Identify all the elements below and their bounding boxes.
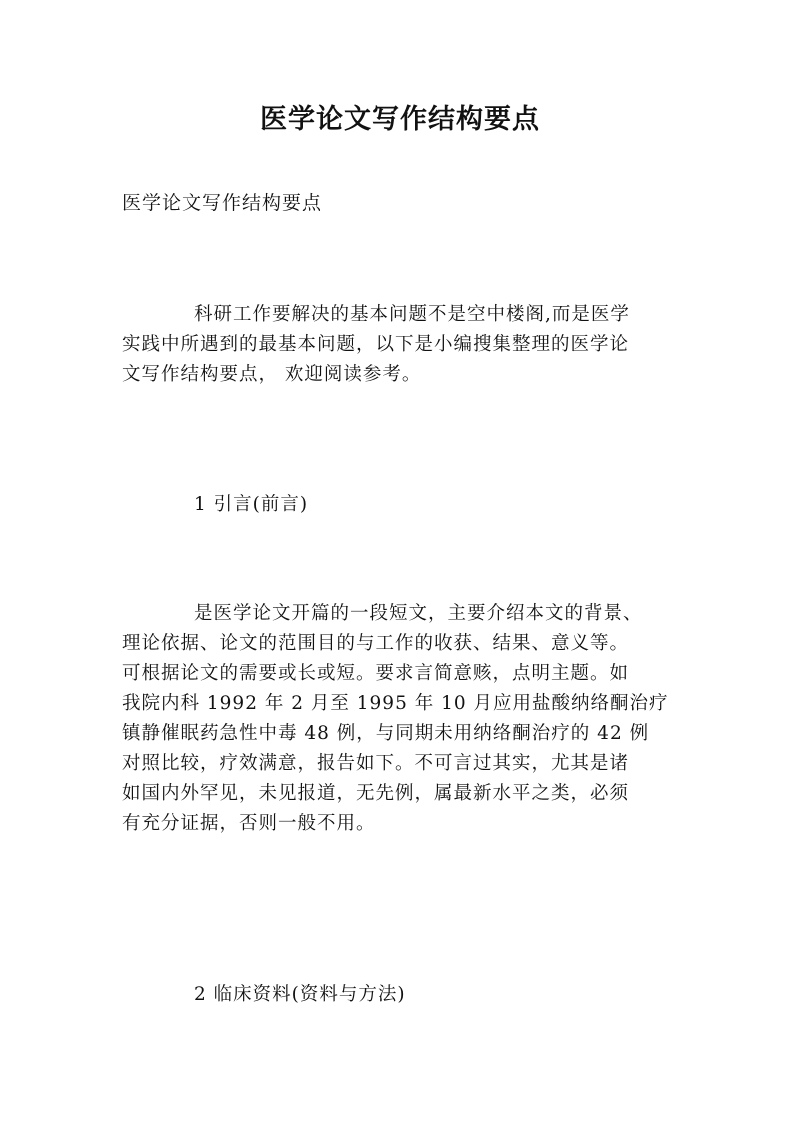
section-1-line: 镇静催眠药急性中毒 48 例，与同期未用纳络酮治疗的 42 例 bbox=[122, 723, 650, 744]
section-1-line: 可根据论文的需要或长或短。要求言简意赅，点明主题。如 bbox=[122, 663, 630, 684]
section-2-heading bbox=[122, 980, 678, 1010]
section-1-body bbox=[122, 599, 678, 839]
intro-line: 科研工作要解决的基本问题不是空中楼阁,而是医学 bbox=[194, 304, 630, 325]
intro-line: 文写作结构要点， 欢迎阅读参考。 bbox=[122, 364, 422, 385]
document-subtitle: 医学论文写作结构要点 bbox=[122, 192, 323, 214]
intro-line: 实践中所遇到的最基本问题，以下是小编搜集整理的医学论 bbox=[122, 334, 630, 355]
section-1-line: 理论依据、论文的范围目的与工作的收获、结果、意义等。 bbox=[122, 633, 630, 654]
section-1-line: 有充分证据，否则一般不用。 bbox=[122, 813, 376, 834]
document-title: 医学论文写作结构要点 bbox=[260, 104, 540, 135]
section-1-line: 我院内科 1992 年 2 月至 1995 年 10 月应用盐酸纳络酮治疗 bbox=[122, 693, 669, 714]
section-1-line: 如国内外罕见，未见报道，无先例，属最新水平之类，必须 bbox=[122, 783, 630, 804]
section-heading-text: 2 临床资料(资料与方法) bbox=[194, 984, 406, 1005]
intro-paragraph bbox=[122, 300, 678, 390]
section-1-line: 是医学论文开篇的一段短文，主要介绍本文的背景、 bbox=[194, 603, 643, 624]
section-1-heading bbox=[122, 490, 678, 520]
section-1-line: 对照比较，疗效满意，报告如下。不可言过其实，尤其是诸 bbox=[122, 753, 630, 774]
section-heading-text: 1 引言(前言) bbox=[194, 494, 309, 515]
